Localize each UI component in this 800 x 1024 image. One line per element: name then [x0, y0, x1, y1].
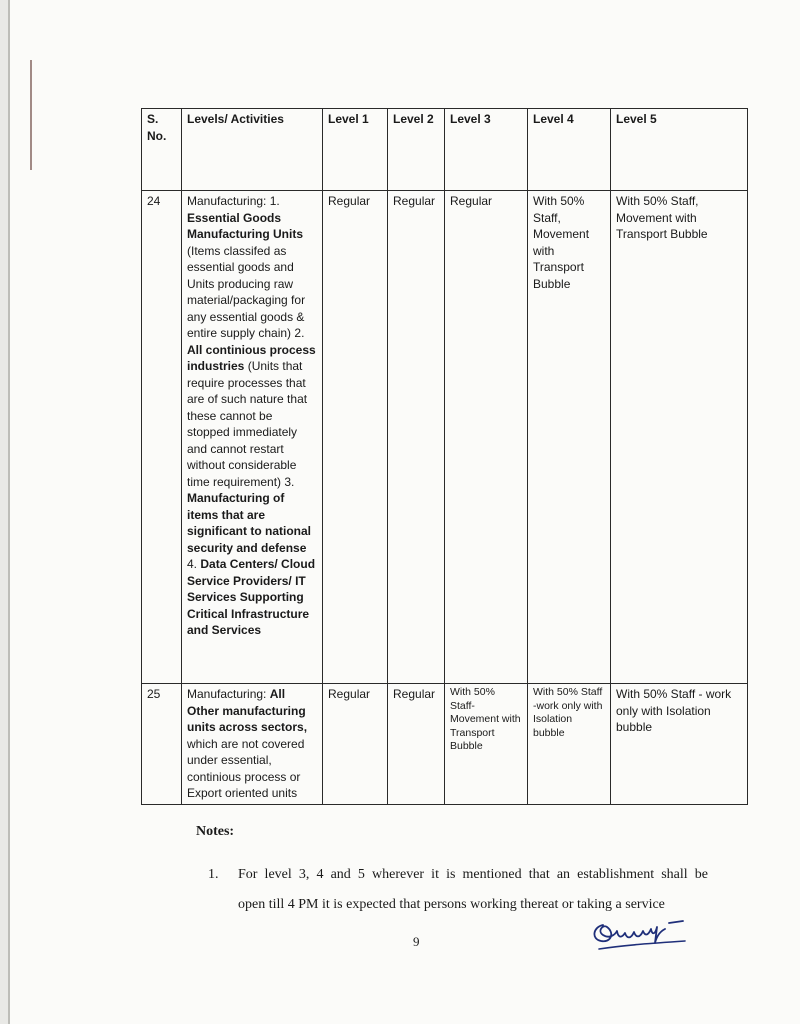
row-24-sno: 24 — [142, 191, 182, 684]
note-line-2: open till 4 PM it is expected that persons working thereat or taking a service — [238, 897, 665, 912]
row-24-level-1: Regular — [323, 191, 388, 684]
row-24-level-3: Regular — [445, 191, 528, 684]
table-header-row — [142, 109, 748, 191]
page-number: 9 — [413, 934, 420, 949]
row-24-bold-4: Data Centers/ Cloud Service Providers/ IT Services Supporting Critical Infrastructure and Services — [187, 557, 316, 637]
row-24-level-5: With 50% Staff, Movement with Transport Bubble — [611, 191, 748, 684]
header-level-4: Level 4 — [528, 109, 611, 191]
note-line-1: For level 3, 4 and 5 wherever it is mentioned that an establishment shall be — [238, 867, 708, 882]
header-level-5: Level 5 — [611, 109, 748, 191]
row-25-text-2: which are not covered under essential, continious process or Export oriented units — [187, 736, 305, 800]
row-25-level-5: With 50% Staff - work only with Isolation bubble — [611, 684, 748, 805]
row-24-level-2: Regular — [388, 191, 445, 684]
row-24-bold-3: Manufacturing of items that are significant to national security and defense — [187, 491, 312, 555]
header-level-1: Level 1 — [323, 109, 388, 191]
note-number: 1. — [208, 867, 219, 882]
row-24-activity — [182, 191, 323, 684]
row-25-level-4: With 50% Staff -work only with Isolation bubble — [528, 684, 611, 805]
row-25-sno: 25 — [142, 684, 182, 805]
signature — [585, 905, 715, 965]
row-24-bold-1: Essential Goods Manufacturing Units — [187, 210, 303, 241]
levels-table — [141, 108, 748, 805]
table-row — [142, 191, 748, 684]
row-24-text-2: (Items classifed as essential goods and Units producing raw material/packaging for any essential goods & entire supply chain) 2. — [187, 243, 306, 340]
row-25-text-1: Manufacturing: — [187, 687, 267, 701]
table-row — [142, 684, 748, 805]
row-24-text-3: (Units that require processes that are of such nature that these cannot be stopped immediately and cannot restart without considerable time requirement) 3. — [187, 359, 308, 489]
header-level-2: Level 2 — [388, 109, 445, 191]
row-25-level-3: With 50% Staff-Movement with Transport Bubble — [445, 684, 528, 805]
row-25-level-1: Regular — [323, 684, 388, 805]
header-activities: Levels/ Activities — [182, 109, 323, 191]
row-25-level-2: Regular — [388, 684, 445, 805]
row-25-activity — [182, 684, 323, 805]
row-24-bold-2: All continious process industries — [187, 342, 316, 373]
row-24-text-1: Manufacturing: 1. — [187, 194, 280, 208]
notes-heading: Notes: — [196, 824, 235, 839]
row-24-level-4: With 50% Staff, Movement with Transport Bubble — [528, 191, 611, 684]
margin-mark — [30, 60, 32, 170]
header-level-3: Level 3 — [445, 109, 528, 191]
row-24-text-4: 4. — [187, 557, 198, 571]
document-page — [8, 0, 800, 1024]
header-sno: S. No. — [142, 109, 182, 191]
row-25-bold-1: All Other manufacturing units across sectors, — [187, 687, 308, 734]
